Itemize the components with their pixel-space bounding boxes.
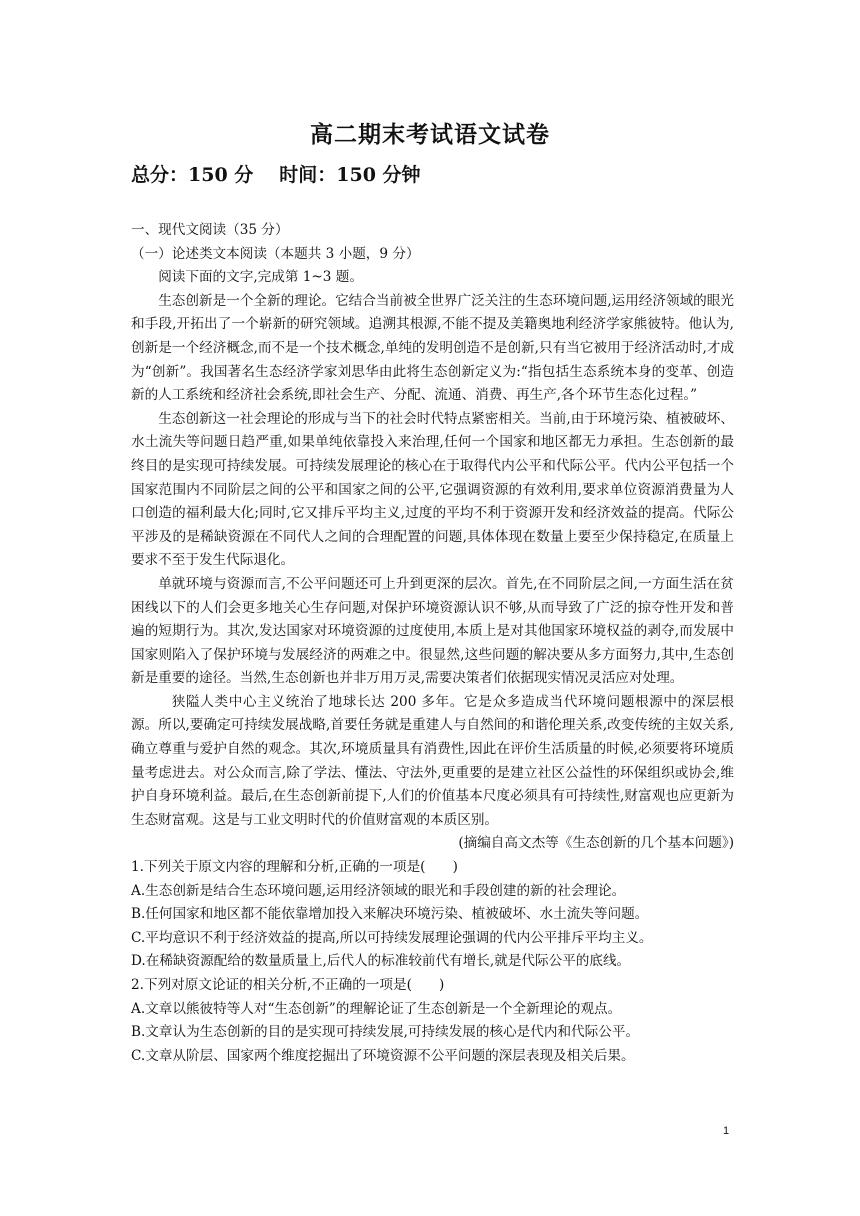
question-2-option-a: A.文章以熊彼特等人对“生态创新”的理解论证了生态创新是一个全新理论的观点。 bbox=[131, 1000, 622, 1017]
exam-content bbox=[131, 219, 734, 1068]
question-1-option-b: B.任何国家和地区都不能依靠增加投入来解决环境污染、植被破坏、水土流失等问题。 bbox=[131, 906, 649, 923]
passage-paragraph-1: 生态创新是一个全新的理论。它结合当前被全世界广泛关注的生态环境问题,运用经济领域的眼光和手段,开拓出了一个崭新的研究领域。追溯其根源,不能不提及美籍奥地利经济学家熊彼特。他认为,创新是一个经济概念,而不是一个技术概念,单纯的发明创造不是创新,只有当它被用于经济活动时,才成为“创新”。我国著名生态经济学家刘思华由此将生态创新定义为:“指包括生态系统本身的变革、创造新的人工系统和经济社会系统,即社会生产、分配、流通、消费、再生产,各个环节生态化过程。” bbox=[131, 292, 734, 404]
passage-source: (摘编自高文杰等《生态创新的几个基本问题》) bbox=[458, 835, 734, 852]
section-heading: 一、现代文阅读（35 分） bbox=[131, 222, 289, 238]
exam-meta bbox=[131, 160, 421, 187]
exam-time: 时间：150 分钟 bbox=[279, 164, 421, 186]
passage-paragraph-2: 生态创新这一社会理论的形成与当下的社会时代特点紧密相关。当前,由于环境污染、植被破坏、水土流失等问题日趋严重,如果单纯依靠投入来治理,任何一个国家和地区都无力承担。生态创新的最终目的是实现可持续发展。可持续发展理论的核心在于取得代内公平和代际公平。代内公平包括一个国家范围内不同阶层之间的公平和国家之间的公平,它强调资源的有效利用,要求单位资源消费量为人口创造的福利最大化;同时,它又排斥平均主义,过度的平均不利于资源开发和经济效益的提高。代际公平涉及的是稀缺资源在不同代人之间的合理配置的问题,具体体现在数量上要至少保持稳定,在质量上要求不至于发生代际退化。 bbox=[131, 410, 734, 569]
passage-paragraph-3: 单就环境与资源而言,不公平问题还可上升到更深的层次。首先,在不同阶层之间,一方面生活在贫困线以下的人们会更多地关心生存问题,对保护环境资源认识不够,从而导致了广泛的掠夺性开发和普遍的短期行为。其次,发达国家对环境资源的过度使用,本质上是对其他国家环境权益的剥夺,而发展中国家则陷入了保护环境与发展经济的两难之中。很显然,这些问题的解决要从多方面努力,其中,生态创新是重要的途径。当然,生态创新也并非万用万灵,需要决策者们依据现实情况灵活应对处理。 bbox=[131, 575, 734, 687]
passage-paragraph-4: 狭隘人类中心主义统治了地球长达 200 多年。它是众多造成当代环境问题根源中的深层根源。所以,要确定可持续发展战略,首要任务就是重建人与自然间的和谐伦理关系,改变传统的主奴关系,确立尊重与爱护自然的观念。其次,环境质量具有消费性,因此在评价生活质量的时候,必须要将环境质量考虑进去。对公众而言,除了学法、懂法、守法外,更重要的是建立社区公益性的环保组织或协会,维护自身环境利益。最后,在生态创新前提下,人们的价值基本尺度必须具有可持续性,财富观也应更新为生态财富观。这是与工业文明时代的价值财富观的本质区别。 bbox=[131, 693, 734, 828]
question-1-stem: 1.下列关于原文内容的理解和分析,正确的一项是( ) bbox=[131, 859, 458, 876]
section-sub-heading: （一）论述类文本阅读（本题共 3 小题，9 分） bbox=[131, 245, 420, 262]
question-1-option-a: A.生态创新是结合生态环境问题,运用经济领域的眼光和手段创建的新的社会理论。 bbox=[131, 882, 626, 899]
exam-title: 高二期末考试语文试卷 bbox=[310, 121, 550, 148]
question-2-option-c: C.文章从阶层、国家两个维度挖掘出了环境资源不公平问题的深层表现及相关后果。 bbox=[131, 1047, 635, 1064]
question-1-option-d: D.在稀缺资源配给的数量质量上,后代人的标准较前代有增长,就是代际公平的底线。 bbox=[131, 953, 631, 970]
question-2-option-b: B.文章认为生态创新的目的是实现可持续发展,可持续发展的核心是代内和代际公平。 bbox=[131, 1024, 640, 1041]
reading-instruction: 阅读下面的文字,完成第 1~3 题。 bbox=[158, 269, 363, 286]
question-1-option-c: C.平均意识不利于经济效益的提高,所以可持续发展理论强调的代内公平排斥平均主义。 bbox=[131, 929, 653, 946]
total-score: 总分：150 分 bbox=[131, 164, 254, 186]
page-number: 1 bbox=[723, 1125, 730, 1137]
question-2-stem: 2.下列对原文论证的相关分析,不正确的一项是( ) bbox=[131, 977, 445, 993]
